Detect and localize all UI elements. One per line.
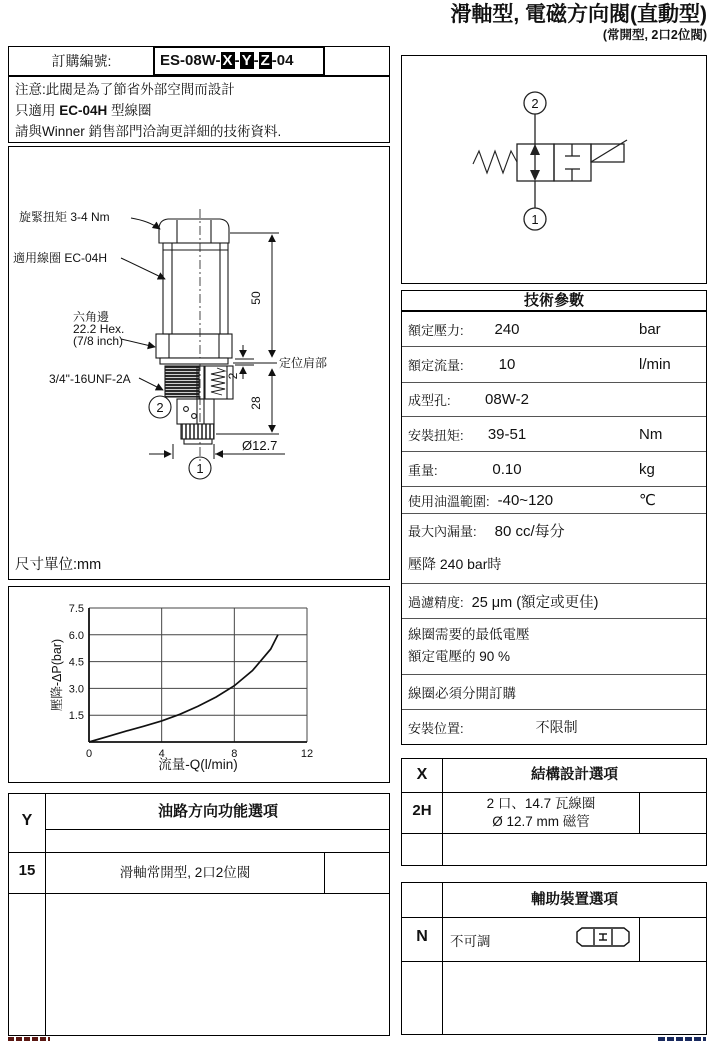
symbol-port-1-label: 1 — [531, 212, 539, 227]
footer-left-clipped-text — [8, 1037, 50, 1041]
footer-right-clipped-text — [658, 1037, 706, 1041]
flow-arrow-down — [530, 170, 540, 181]
valve-stem — [177, 399, 214, 424]
y-option-table — [8, 793, 390, 1036]
torque-label: 旋緊扭矩 3-4 Nm — [19, 210, 110, 224]
x-option-key: X — [416, 766, 428, 783]
y-option-row-key: 15 — [18, 862, 36, 879]
note-line-2: 只適用 EC-04H 型線圈 — [15, 103, 152, 118]
order-number-label: 訂購編號: — [51, 53, 112, 69]
order-code-sep2: - — [253, 52, 259, 69]
aux-option-table — [401, 882, 707, 1035]
table-row-min-voltage: 線圈需要的最低電壓 額定電壓的 90 % — [402, 619, 706, 675]
order-code-x: X — [222, 52, 233, 69]
x-option-table — [401, 758, 707, 866]
y-tick-label: 4.5 — [68, 656, 84, 669]
page-title-sub: (常開型, 2口2位閥) — [602, 28, 707, 42]
tech-params-header: 技術參數 — [402, 291, 706, 312]
x-option-row-desc: 2 口、14.7 瓦線圈 Ø 12.7 mm 磁管 — [486, 796, 596, 829]
pressure-drop-chart — [9, 587, 389, 782]
hex-section — [156, 334, 232, 358]
aux-option-row-desc: 不可調 — [450, 934, 491, 949]
top-nut — [159, 219, 229, 243]
hex-nut-icon — [576, 927, 630, 952]
dimension-unit-note: 尺寸單位:mm — [15, 557, 102, 573]
x-tick-label: 12 — [300, 748, 314, 760]
y-tick-label: 7.5 — [68, 603, 84, 615]
table-row-rated-pressure: 額定壓力: 240 bar — [402, 312, 706, 347]
y-tick-label: 3.0 — [68, 683, 84, 696]
note-box — [8, 76, 390, 143]
table-row-weight: 重量: 0.10 kg — [402, 452, 706, 487]
order-code-prefix: ES-08W- — [160, 52, 221, 69]
spring-icon — [473, 151, 517, 173]
x-tick-label: 4 — [158, 748, 165, 760]
hydraulic-symbol-box — [401, 55, 707, 284]
table-row-oil-temp: 使用油溫範圍: -40~120 ℃ — [402, 487, 706, 514]
thread-leader — [139, 378, 163, 390]
y-option-row-desc: 滑軸常開型, 2口2位閥 — [119, 865, 251, 880]
aux-option-header: 輔助裝置選項 — [531, 892, 618, 908]
page-title — [378, 2, 707, 42]
order-code-sep1: - — [234, 52, 240, 69]
page-title-main: 滑軸型, 電磁方向閥(直動型) — [450, 3, 707, 26]
note-coil-model: EC-04H — [59, 103, 108, 118]
thread-section — [165, 366, 199, 397]
y-tick-label: 6.0 — [68, 629, 84, 642]
dimension-drawing-box — [8, 146, 390, 580]
hex-label-2: 22.2 Hex. — [73, 322, 125, 336]
shoulder-label: 定位肩部 — [279, 356, 328, 370]
table-row-filtration: 過濾精度: 25 μm (額定或更佳) — [402, 584, 706, 619]
y-tick-label: 1.5 — [68, 710, 84, 723]
valve-symbol — [402, 56, 706, 283]
table-row-rated-flow: 額定流量: 10 l/min — [402, 347, 706, 383]
aux-option-row-key: N — [416, 928, 428, 945]
note-line-3: 請與Winner 銷售部門洽詢更詳細的技術資料. — [15, 124, 282, 139]
tech-params-table — [401, 290, 707, 745]
x-tick-label: 8 — [231, 748, 238, 760]
x-tick-label: 0 — [85, 748, 93, 760]
table-row-max-leakage: 最大內漏量: 80 cc/每分 壓降 240 bar時 — [402, 514, 706, 584]
dim-2-label: 2 — [226, 372, 240, 380]
flow-arrow-up — [530, 144, 540, 155]
thread-label: 3/4"-16UNF-2A — [49, 372, 131, 386]
internal-spring — [211, 368, 225, 395]
torque-leader — [131, 218, 160, 229]
hex-leader — [121, 339, 155, 347]
hex-label-3: (7/8 inch) — [73, 334, 124, 348]
port-1-label: 1 — [196, 461, 204, 476]
table-row-cavity: 成型孔: 08W-2 — [402, 383, 706, 417]
x-axis-label: 流量-Q(l/min) — [158, 757, 238, 772]
order-code-y: Y — [241, 52, 252, 69]
dim-28-label: 28 — [249, 396, 263, 410]
dim-50-label: 50 — [249, 291, 263, 305]
cross-hole — [192, 414, 197, 419]
symbol-port-2-label: 2 — [531, 96, 539, 111]
x-option-header: 結構設計選項 — [531, 767, 618, 783]
port-2-label: 2 — [156, 400, 164, 415]
y-option-key: Y — [21, 812, 33, 829]
order-code-z: Z — [260, 52, 270, 69]
nose-thread — [181, 424, 214, 439]
table-row-coil-order-note: 線圈必須分開訂購 — [402, 675, 706, 710]
order-code-suffix: -04 — [271, 52, 294, 69]
pressure-drop-chart-box — [8, 586, 390, 783]
table-row-install-torque: 安裝扭矩: 39-51 Nm — [402, 417, 706, 452]
hex-label-1: 六角邊 — [73, 310, 110, 324]
table-row-mounting: 安裝位置: 不限制 — [408, 719, 578, 736]
nose-plate — [184, 439, 212, 444]
coil-leader — [121, 258, 165, 279]
x-option-row-key: 2H — [412, 802, 432, 819]
order-code — [153, 46, 325, 76]
y-option-header: 油路方向功能選項 — [46, 794, 390, 830]
note-line-1: 注意:此閥是為了節省外部空間而設計 — [15, 82, 235, 97]
coil-label: 適用線圈 EC-04H — [13, 251, 108, 265]
coil-body — [163, 243, 228, 334]
order-number-box — [8, 46, 390, 76]
shoulder-washer — [160, 358, 228, 364]
cross-hole — [184, 407, 189, 412]
dim-dia-label: Ø12.7 — [242, 438, 278, 453]
valve-dimension-drawing — [9, 147, 389, 579]
y-axis-label: 壓降-ΔP(bar) — [50, 638, 64, 712]
